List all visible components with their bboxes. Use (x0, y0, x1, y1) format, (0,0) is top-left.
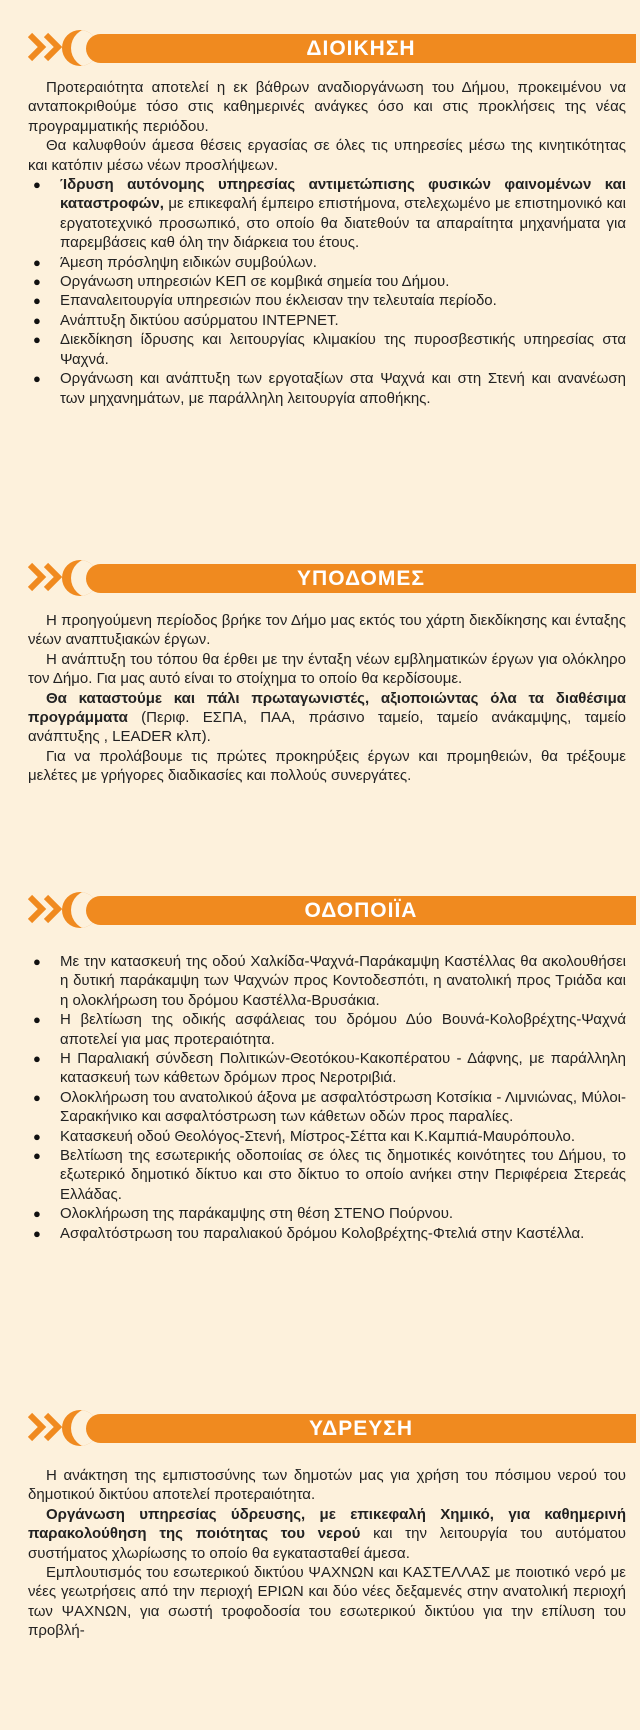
bullet-list (28, 175, 626, 408)
section-body (0, 1466, 640, 1641)
list-item-text: Ανάπτυξη δικτύου ασύρματου INTEPNET. (60, 311, 339, 329)
section-ydreusi (0, 1408, 640, 1641)
list-item (28, 291, 626, 310)
paragraph (28, 689, 626, 747)
list-item (28, 253, 626, 272)
list-item-bold: Ίδρυση αυτόνομης υπηρεσίας αντιμετώπισης φυσικών φαινομένων και καταστροφών, (60, 176, 626, 213)
list-item: ● Ολοκλήρωση του ανατολικού άξονα με ασφαλτόστρωση Κοτσίκια - Λιμνιώνας, Μύλοι-Σαρακήνικο και ασφαλτόστρωση των κάθετων οδών προς παραλίες. (28, 1088, 626, 1127)
list-item: ● Ολοκλήρωση της παράκαμψης στη θέση ΣΤΕΝΟ Πούρνου. (28, 1204, 626, 1223)
section-title: ΥΠΟΔΟΜΕΣ (297, 566, 425, 590)
paragraph: Η προηγούμενη περίοδος βρήκε τον Δήμο μας εκτός του χάρτη διεκδίκησης και ένταξης νέων αναπτυξιακών έργων. (28, 612, 626, 649)
list-item-text: Οργάνωση υπηρεσιών ΚΕΠ σε κομβικά σημεία του Δήμου. (60, 273, 450, 291)
section-body (0, 78, 640, 408)
section-header (0, 558, 640, 598)
paragraph: Εμπλουτισμός του εσωτερικού δικτύου ΨΑΧΝΩΝ και ΚΑΣΤΕΛΛΑΣ με ποιοτικό νερό με νέες γεωτρήσεις από την περιοχή ΕΡΙΩΝ και δύο νέες δεξαμενές στην ανατολική περιοχή των ΨΑΧΝΩΝ, για σωστή τροφοδοσία του εσωτερικού δικτύου για την επίλυση του προβλή- (28, 1564, 626, 1640)
list-item: ● Με την κατασκευή της οδού Χαλκίδα-Ψαχνά-Παράκαμψη Καστέλλας θα ακολουθήσει η δυτική παράκαμψη των Ψαχνών προς Κοντοδεσπότι, η ανατολική προς Τριάδα και η ολοκλήρωση του δρόμου Καστέλλα-Βρυσάκια. (28, 952, 626, 1010)
list-item: ● Ασφαλτόστρωση του παραλιακού δρόμου Κολοβρέχτης-Φτελιά στην Καστέλλα. (28, 1224, 626, 1243)
section-title: ΟΔΟΠΟΙΪΑ (304, 898, 418, 922)
list-item-text: Επαναλειτουργία υπηρεσιών που έκλεισαν την τελευταία περίοδο. (60, 292, 497, 310)
paragraph-bold: Οργάνωση υπηρεσίας ύδρευσης, με επικεφαλή Χημικό, για καθημερινή παρακολούθηση της ποιότητας του νερού (28, 1505, 626, 1543)
double-chevron-icon (44, 32, 64, 62)
list-item (28, 369, 626, 408)
section-title-bar (86, 1414, 636, 1443)
list-item (28, 311, 626, 330)
section-body (0, 952, 640, 1243)
list-item: ● Η βελτίωση της οδικής ασφάλειας του δρόμου Δύο Βουνά-Κολοβρέχτης-Ψαχνά αποτελεί για μας προτεραιότητα. (28, 1010, 626, 1049)
paragraph: Για να προλάβουμε τις πρώτες προκηρύξεις έργων και προμηθειών, θα τρέξουμε μελέτες με γρήγορες διαδικασίες και πολλούς συνεργάτες. (28, 747, 626, 785)
list-item (28, 272, 626, 291)
section-title-bar (86, 34, 636, 63)
paragraph: Η ανάπτυξη του τόπου θα έρθει με την ένταξη νέων εμβληματικών έργων για ολόκληρο τον Δήμο. Για μας αυτό είναι το στοίχημα το οποίο θα κερδίσουμε. (28, 650, 626, 688)
section-header (0, 1408, 640, 1448)
list-item: ● Βελτίωση της εσωτερικής οδοποιίας σε όλες τις δημοτικές κοινότητες του Δήμου, το εξωτερικό δημοτικό δίκτυο και στο δίκτυο το οποίο ανήκει στην Περιφέρεια Στερεάς Ελλάδας. (28, 1146, 626, 1204)
list-item-text: Άμεση πρόσληψη ειδικών συμβούλων. (60, 253, 317, 271)
section-odopoiia (0, 890, 640, 1243)
double-chevron-icon (44, 1412, 64, 1442)
paragraph-text: (Περιφ. ΕΣΠΑ, ΠΑΑ, πράσινο ταμείο, ταμείο ανάκαμψης, ταμείο ανάπτυξης , LEADER κλπ). (28, 709, 626, 746)
section-body (0, 611, 640, 786)
list-item-text: Διεκδίκηση ίδρυσης και λειτουργίας κλιμακίου της πυροσβεστικής υπηρεσίας στα Ψαχνά. (60, 331, 626, 368)
list-item: ● Η Παραλιακή σύνδεση Πολιτικών-Θεοτόκου-Κακοπέρατου - Δάφνης, με παράλληλη κατασκευή των κάθετων δρόμων προς Νεροτριβιά. (28, 1049, 626, 1088)
paragraph: Η ανάκτηση της εμπιστοσύνης των δημοτών μας για χρήση του πόσιμου νερού του δημοτικού δικτύου αποτελεί προτεραιότητα. (28, 1467, 626, 1504)
paragraph-text: και την λειτουργία του αυτόματου συστήματος χλωρίωσης το οποίο θα εγκατασταθεί άμεσα. (28, 1525, 626, 1562)
section-header (0, 890, 640, 930)
paragraph (28, 1505, 626, 1563)
paragraph: Προτεραιότητα αποτελεί η εκ βάθρων αναδιοργάνωση του Δήμου, προκειμένου να ανταποκριθούμε τόσο στις καθημερινές ανάγκες όσο και στις προκλήσεις της νέας προγραμματικής περιόδου. (28, 79, 626, 135)
list-item-text: Οργάνωση και ανάπτυξη των εργοταξίων στα Ψαχνά και στη Στενή και ανανέωση των μηχανημάτων, με παράλληλη λειτουργία αποθήκης. (60, 370, 626, 407)
section-title: ΔΙΟΙΚΗΣΗ (306, 36, 416, 60)
section-dioikisi (0, 28, 640, 408)
paragraph: Θα καλυφθούν άμεσα θέσεις εργασίας σε όλες τις υπηρεσίες μέσω της κινητικότητας και κατόπιν μέσω νέων προσλήψεων. (28, 137, 626, 174)
section-title-bar (86, 896, 636, 925)
section-title-bar (86, 564, 636, 593)
double-chevron-icon (44, 894, 64, 924)
list-item (28, 175, 626, 253)
bullet-list (28, 952, 626, 1243)
section-header (0, 28, 640, 68)
list-item-text: με επικεφαλή έμπειρο επιστήμονα, στελεχωμένο με επιστημονικό και εργατοτεχνικό προσωπικό, στο οποίο θα διατεθούν τα απαραίτητα μηχανήματα για παρεμβάσεις καθ όλη την διάρκεια του έτους. (60, 195, 626, 252)
section-ypodomes (0, 558, 640, 786)
paragraph-bold: Θα καταστούμε και πάλι πρωταγωνιστές, αξιοποιώντας όλα τα διαθέσιμα προγράμματα (28, 689, 626, 727)
double-chevron-icon (44, 562, 64, 592)
section-title: ΥΔΡΕΥΣΗ (309, 1416, 413, 1440)
list-item (28, 330, 626, 369)
list-item: ● Κατασκευή οδού Θεολόγος-Στενή, Μίστρος-Σέττα και Κ.Καμπιά-Μαυρόπουλο. (28, 1127, 626, 1146)
